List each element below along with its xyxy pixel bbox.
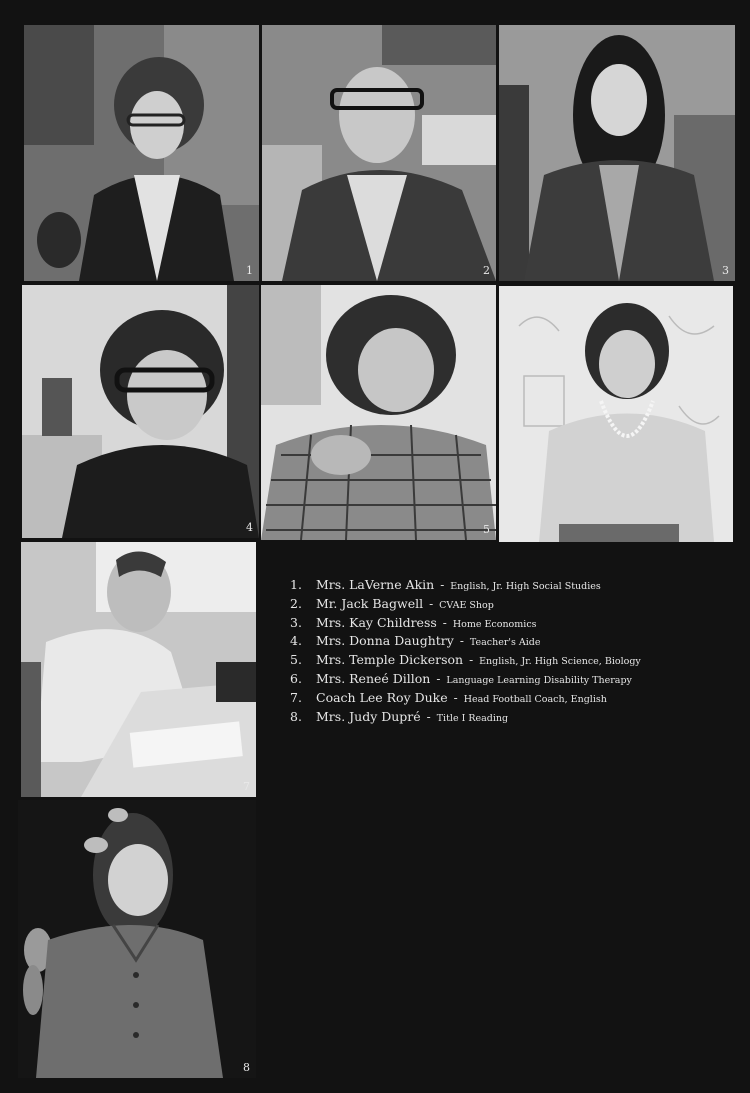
caption-name: Mrs. Judy Dupré — [316, 708, 421, 724]
caption-role: Title I Reading — [436, 712, 509, 724]
caption-item — [290, 576, 730, 595]
photo-number-4: 4 — [246, 521, 253, 534]
caption-item — [290, 595, 730, 614]
caption-index: 3. — [290, 614, 302, 630]
caption-item — [290, 670, 730, 689]
portrait-photo-8 — [18, 800, 256, 1078]
photo-number-1: 1 — [246, 264, 253, 277]
portrait-photo-3 — [499, 25, 735, 281]
caption-role: Head Football Coach, English — [463, 693, 607, 705]
caption-separator: - — [426, 709, 431, 724]
caption-list — [290, 576, 730, 726]
caption-role: English, Jr. High Science, Biology — [479, 656, 641, 668]
portrait-photo-2 — [262, 25, 496, 281]
portrait-photo-7 — [21, 542, 256, 797]
caption-separator: - — [453, 690, 458, 705]
photo-number-2: 2 — [483, 264, 490, 277]
caption-index: 4. — [290, 633, 302, 649]
caption-item — [290, 708, 730, 727]
portrait-photo-6 — [499, 286, 733, 542]
caption-index: 7. — [290, 689, 302, 705]
caption-name: Mrs. Reneé Dillon — [316, 670, 431, 686]
caption-separator: - — [429, 596, 434, 611]
photo-number-6: 6 — [720, 525, 727, 538]
portrait-photo-5 — [261, 285, 496, 540]
caption-name: Mr. Jack Bagwell — [316, 595, 424, 611]
caption-index: 5. — [290, 652, 302, 668]
caption-index: 1. — [290, 577, 302, 592]
caption-item — [290, 614, 730, 633]
caption-role: CVAE Shop — [439, 599, 494, 611]
caption-separator: - — [442, 615, 447, 630]
photo-number-8: 8 — [243, 1061, 250, 1074]
caption-separator: - — [436, 671, 441, 686]
portrait-photo-4 — [22, 285, 259, 538]
caption-item — [290, 651, 730, 670]
caption-separator: - — [459, 634, 464, 649]
caption-index: 8. — [290, 708, 302, 724]
caption-item — [290, 632, 730, 651]
caption-name: Mrs. Temple Dickerson — [316, 652, 464, 668]
caption-item — [290, 689, 730, 708]
caption-role: Language Learning Disability Therapy — [446, 674, 632, 686]
caption-role: Teacher's Aide — [469, 637, 541, 649]
caption-name: Coach Lee Roy Duke — [316, 689, 448, 705]
caption-name: Mrs. Donna Daughtry — [316, 633, 454, 649]
caption-name: Mrs. LaVerne Akin — [316, 577, 435, 592]
caption-role: Home Economics — [452, 618, 537, 630]
caption-separator: - — [469, 653, 474, 668]
caption-separator: - — [440, 578, 445, 592]
photo-number-7: 7 — [243, 780, 250, 793]
caption-role: English, Jr. High Social Studies — [450, 581, 601, 592]
caption-name: Mrs. Kay Childress — [316, 614, 437, 630]
photo-number-3: 3 — [722, 264, 729, 277]
photo-number-5: 5 — [483, 523, 490, 536]
caption-index: 6. — [290, 670, 302, 686]
caption-index: 2. — [290, 595, 302, 611]
portrait-photo-1 — [24, 25, 259, 281]
